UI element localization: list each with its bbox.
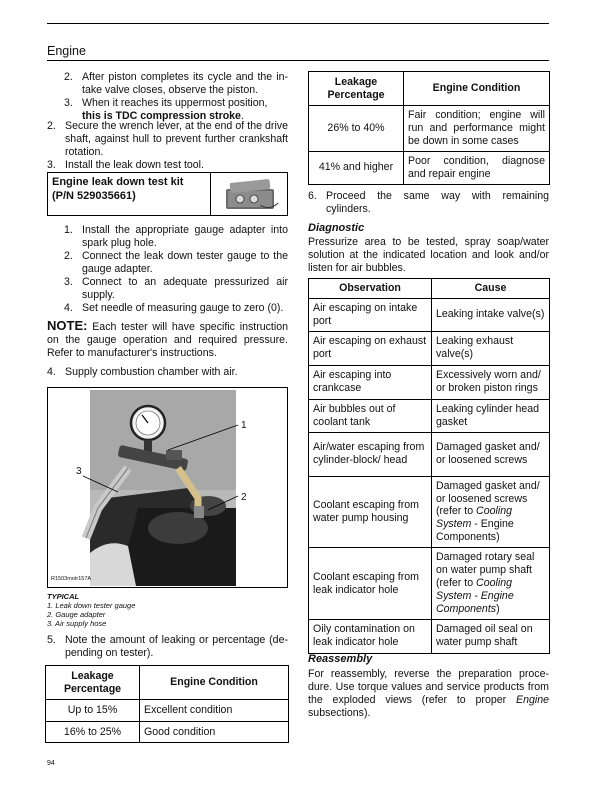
callout-1: 1 (241, 420, 247, 431)
table-header: Leakage Percentage (46, 666, 140, 700)
list-item: 4. Set needle of measuring gauge to zero (0). (64, 301, 284, 314)
sub-steps-b (64, 224, 288, 314)
figure-caption (47, 592, 288, 629)
table-cell: Damaged gasket and/ or loosened screws (432, 432, 550, 476)
table-cell: 16% to 25% (46, 722, 140, 743)
table-row (309, 432, 550, 476)
table-cell: Good condition (140, 722, 289, 743)
table-header: Engine Condition (404, 72, 550, 106)
table-cell: Leaking intake valve(s) (432, 298, 550, 331)
leakage-table-left (45, 665, 289, 743)
list-item: 3. Install the leak down test tool. (47, 158, 204, 171)
main-steps (47, 120, 288, 172)
step-4: 4. Supply combustion chamber with air. (47, 366, 238, 378)
diagnostic-intro: Pressurize area to be tested, spray soap/water solution at the indicated location and look and/or listen for air bubbles. (308, 236, 549, 274)
list-item: 2. After piston completes its cycle and the in-take valve closes, observe the piston. (64, 71, 288, 96)
callout-3: 3 (76, 466, 82, 477)
list-item: 1. Install the appropriate gauge adapter into spark plug hole. (64, 224, 288, 249)
top-rule (47, 23, 549, 24)
table-cell: Air escaping on exhaust port (309, 331, 432, 365)
list-item: 2. Connect the leak down tester gauge to the gauge adapter. (64, 249, 288, 275)
table-row (309, 298, 550, 331)
reassembly-heading: Reassembly (308, 653, 373, 665)
table-row (309, 365, 550, 399)
table-cell: Coolant escaping from leak indicator hole (309, 548, 432, 620)
section-header: Engine (47, 44, 86, 58)
caption-item: 1. Leak down tester gauge (47, 601, 136, 611)
table-header: Cause (432, 279, 550, 299)
table-cell: Up to 15% (46, 700, 140, 722)
caption-item: 3. Air supply hose (47, 619, 107, 629)
table-row (309, 399, 550, 432)
note-label: NOTE: (47, 318, 88, 333)
step-5: 5. Note the amount of leaking or percentage (de-pending on tester). (47, 634, 288, 659)
table-cell: Air escaping on intake port (309, 298, 432, 331)
table-cell: 41% and higher (309, 151, 404, 184)
caption-item: 2. Gauge adapter (47, 610, 106, 620)
note-block (47, 318, 288, 360)
table-cell: Coolant escaping from water pump housing (309, 476, 432, 548)
page-number: 94 (47, 760, 55, 767)
table-cell: Leaking exhaust valve(s) (432, 331, 550, 365)
callout-2: 2 (241, 492, 247, 503)
diagnostic-table (308, 278, 550, 654)
table-cell: Oily contamination on leak indicator hole (309, 619, 432, 653)
table-row (309, 476, 550, 548)
list-item: 3. When it reaches its uppermost position, this is TDC compression stroke. (64, 96, 268, 122)
sub-steps-a (64, 71, 288, 123)
list-item: 3. Connect to an adequate pressurized air supply. (64, 275, 288, 301)
leakage-table-right (308, 71, 550, 185)
kit-part-number: (P/N 529035661) (52, 189, 136, 202)
table-cell: Excessively worn and/ or broken piston rings (432, 365, 550, 399)
reassembly-text: For reassembly, reverse the preparation proce-dure. Use torque values and service products from the exploded views (refer to proper Engine subsections). (308, 668, 549, 719)
table-cell: Air bubbles out of coolant tank (309, 399, 432, 432)
list-item: 2. Secure the wrench lever, at the end of the drive shaft, against hull to prevent further crankshaft rotation. (47, 120, 288, 158)
table-header: Leakage Percentage (309, 72, 404, 106)
table-cell: Poor condition, diagnose and repair engine (404, 151, 550, 184)
kit-box (47, 172, 288, 216)
table-cell: Fair condition; engine will run and performance might be down in some cases (404, 106, 550, 152)
header-rule (47, 60, 549, 61)
table-row (309, 548, 550, 620)
table-cell: Leaking cylinder head gasket (432, 399, 550, 432)
table-header: Observation (309, 279, 432, 299)
table-cell: Air/water escaping from cylinder-block/ head (309, 432, 432, 476)
table-cell: 26% to 40% (309, 106, 404, 152)
leak-test-photo (47, 387, 288, 588)
figure-code: R1503motr157A (51, 576, 92, 582)
note-text: Each tester will have specific instruction on the gauge operation and required pressure. Refer to manufacturer's instructions. (47, 321, 288, 359)
tdc-emphasis: this is TDC compression stroke (82, 109, 241, 122)
kit-case-icon (220, 177, 282, 213)
table-cell: Damaged rotary seal on water pump shaft (refer to Cooling System - Engine Components) (432, 548, 550, 620)
table-cell: Air escaping into crankcase (309, 365, 432, 399)
table-cell: Damaged oil seal on water pump shaft (432, 619, 550, 653)
kit-name: Engine leak down test kit (52, 176, 184, 188)
table-cell: Excellent condition (140, 700, 289, 722)
table-row (309, 619, 550, 653)
table-row (309, 331, 550, 365)
caption-title: TYPICAL (47, 592, 80, 601)
table-header: Engine Condition (140, 666, 289, 700)
step-6: 6. Proceed the same way with remaining cylinders. (308, 190, 549, 215)
table-cell: Damaged gasket and/ or loosened screws (refer to Cooling System - Engine Components) (432, 476, 550, 548)
diagnostic-heading: Diagnostic (308, 222, 365, 234)
photo-illustration (48, 388, 288, 588)
